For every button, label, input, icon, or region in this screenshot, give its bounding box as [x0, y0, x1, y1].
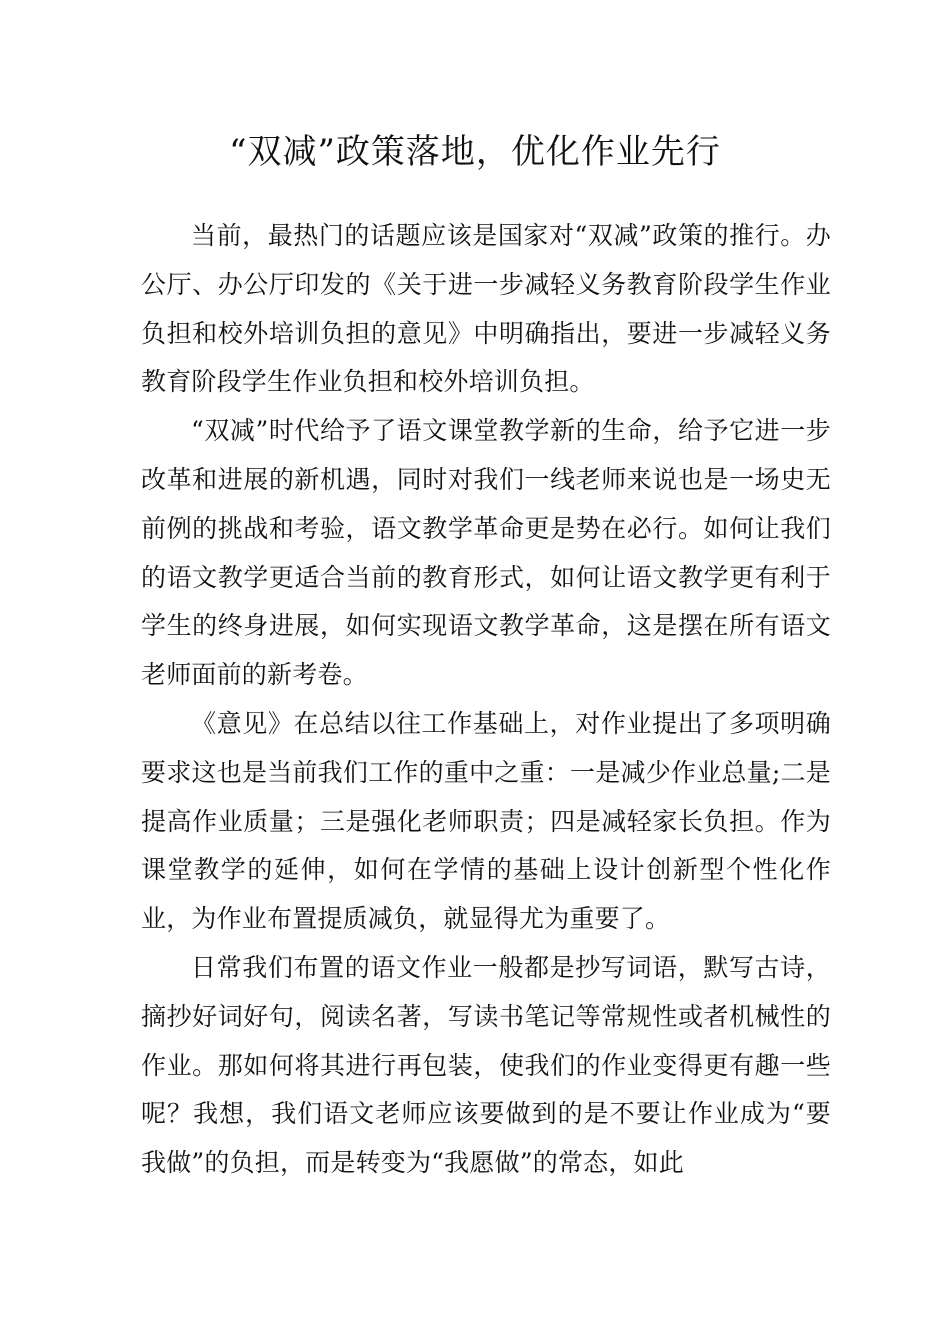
paragraph-4: 日常我们布置的语文作业一般都是抄写词语，默写古诗，摘抄好词好句，阅读名著，写读书笔记等常规性或者机械性的作业。那如何将其进行再包装，使我们的作业变得更有趣一些呢？我想，我们语文老师应该要做到的是不要让作业成为“要我做”的负担，而是转变为“我愿做”的常态，如此 [141, 952, 831, 1178]
paragraph-1: 当前，最热门的话题应该是国家对“双减”政策的推行。办公厅、办公厅印发的《关于进一步减轻义务教育阶段学生作业负担和校外培训负担的意见》中明确指出，要进一步减轻义务教育阶段学生作业负担和校外培训负担。 [141, 221, 831, 397]
document-body [141, 212, 831, 1188]
paragraph-2: “双减”时代给予了语文课堂教学新的生命，给予它进一步改革和进展的新机遇，同时对我们一线老师来说也是一场史无前例的挑战和考验，语文教学革命更是势在必行。如何让我们的语文教学更适合当前的教育形式，如何让语文教学更有利于学生的终身进展，如何实现语文教学革命，这是摆在所有语文老师面前的新考卷。 [141, 416, 831, 690]
document-title: “双减”政策落地，优化作业先行 [229, 132, 721, 172]
paragraph-3: 《意见》在总结以往工作基础上，对作业提出了多项明确要求这也是当前我们工作的重中之重：一是减少作业总量;二是提高作业质量；三是强化老师职责；四是减轻家长负担。作为课堂教学的延伸，如何在学情的基础上设计创新型个性化作业，为作业布置提质减负，就显得尤为重要了。 [141, 708, 831, 934]
